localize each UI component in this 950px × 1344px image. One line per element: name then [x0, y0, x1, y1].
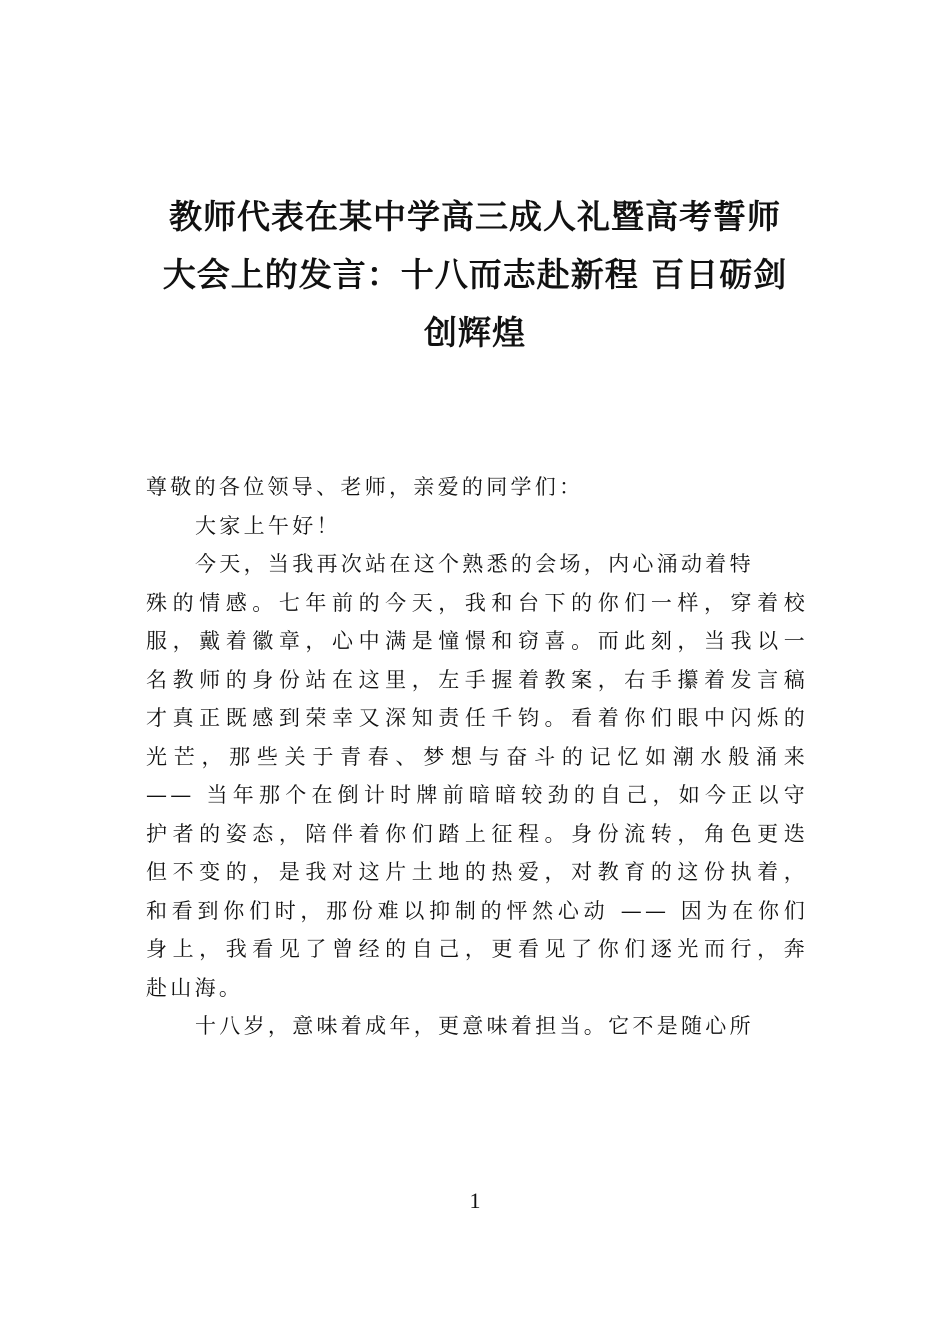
paragraph-1-line: 殊的情感。七年前的今天，我和台下的你们一样，穿着校	[146, 590, 808, 615]
salutation: 尊敬的各位领导、老师，亲爱的同学们：	[146, 475, 584, 499]
document-body	[146, 468, 808, 1046]
document-title	[140, 188, 810, 362]
paragraph-1-line: 光芒，那些关于青春、梦想与奋斗的记忆如潮水般涌来	[146, 744, 808, 769]
paragraph-1-line: —— 当年那个在倒计时牌前暗暗较劲的自己，如今正以守	[146, 783, 808, 807]
title-line-3: 创辉煌	[424, 313, 526, 352]
paragraph-1-line: 服，戴着徽章，心中满是憧憬和窃喜。而此刻，当我以一	[146, 629, 808, 653]
paragraph-1-line: 名教师的身份站在这里，左手握着教案，右手攥着发言稿	[146, 667, 808, 692]
paragraph-1	[146, 545, 808, 1007]
page-number: 1	[469, 1188, 481, 1213]
paragraph-1-line: 赴山海。	[146, 975, 244, 1000]
title-line-1: 教师代表在某中学高三成人礼暨高考誓师	[169, 197, 781, 236]
paragraph-1-line: 护者的姿态，陪伴着你们踏上征程。身份流转，角色更迭	[146, 821, 808, 846]
paragraph-1-line: 和看到你们时，那份难以抑制的怦然心动 —— 因为在你们	[146, 898, 808, 923]
paragraph-1-line: 今天，当我再次站在这个熟悉的会场，内心涌动着特	[195, 552, 754, 576]
title-line-2: 大会上的发言：十八而志赴新程 百日砺剑	[162, 255, 788, 294]
paragraph-1-line: 才真正既感到荣幸又深知责任千钧。看着你们眼中闪烁的	[146, 706, 808, 730]
paragraph-2	[146, 1007, 808, 1046]
greeting: 大家上午好！	[195, 513, 341, 538]
paragraph-1-line: 但不变的，是我对这片土地的热爱，对教育的这份执着，	[146, 860, 808, 884]
paragraph-1-line: 身上，我看见了曾经的自己，更看见了你们逐光而行，奔	[146, 937, 808, 961]
paragraph-2-line: 十八岁，意味着成年，更意味着担当。它不是随心所	[195, 1014, 754, 1038]
